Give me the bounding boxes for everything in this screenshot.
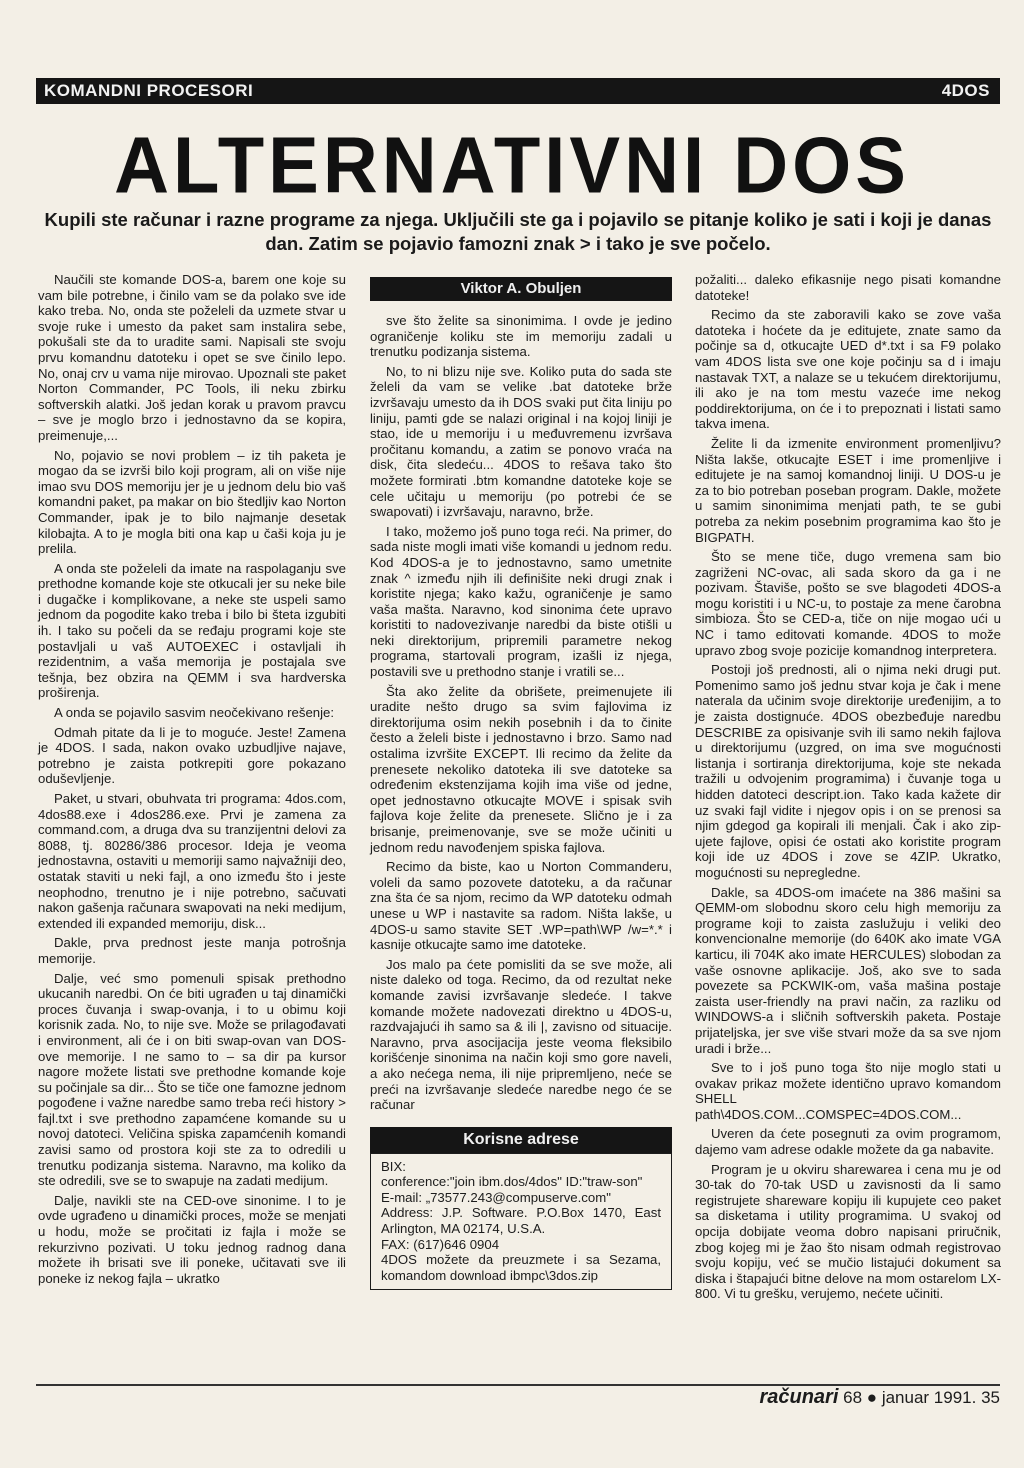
- addresses-box-title: Korisne adrese: [370, 1127, 672, 1153]
- addresses-box: [370, 1153, 672, 1291]
- paragraph: Odmah pitate da li je to moguće. Jeste! Zamena je 4DOS. I sada, nakon ovako uzbudljive najave, potrebno je zaista potkrepiti gore pokazano oduševljenje.: [38, 724, 346, 787]
- paragraph: Recimo da ste zaboravili kako se zove vaša datoteka i hoćete da je editujete, znate samo da počinje sa d, otkucajte UED d*.txt i sa F9 polako vam 4DOS lista sve one koje počinju sa d i imaju nastavak TXT, a nalaze se u tekućem direktorijumu, ili ako je na tom mestu vazeće ime nekog poddirektorijuma, on će i to prepoznati i listati samo takva imena.: [695, 307, 1001, 432]
- address-line: conference:"join ibm.dos/4dos" ID:"traw-son": [381, 1174, 643, 1190]
- paragraph: A onda se pojavilo sasvim neočekivano rešenje:: [54, 705, 335, 721]
- paragraph: Postoji još prednosti, ali o njima neki drugi put. Pomenimo samo još jednu stvar koja je čak i mene naterala da učinim svoje direktorije uređenijim, a to je zaista dostignuće. 4DOS obezbeđuje naredbu DESCRIBE za opisivanje svih ili samo nekih fajlova u direktorijumu (uzgred, on ima sve mogućnosti listanja i sortiranja direktorijuma, koje ste nekada tražili u odvojenim programima) i čuvanje toga u hidden datoteci descript.ion. Tako kada kažete dir uz svaki fajl vidite i njegov opis i on se prenosi sa njim gdegod ga kopirali ili menjali. Čak i ako zip-ujete fajlove, opisi će ostati ako koristite program koji ide uz 4DOS i zove se 4ZIP. Ukratko, mogućnosti su nepregledne.: [695, 662, 1001, 880]
- page-footer: [759, 1386, 1000, 1409]
- address-line: Address: J.P. Software. P.O.Box 1470, East Arlington, MA 02174, U.S.A.: [381, 1205, 661, 1237]
- paragraph: No, pojavio se novi problem – iz tih paketa je mogao da se izvrši bilo koji program, ali on više nije imao svu DOS memoriju jer je u jednom delu bio vaš komandni paket, pa makar on bio štedljiv kao Norton Commander, ipak je to bilo najmanje desetak kilobajta. A to je mogla biti ona kap u čaši koja ju je prelila.: [38, 447, 346, 557]
- paragraph: Šta ako želite da obrišete, preimenujete ili uradite nešto drugo sa svim fajlovima iz direktorijuma osim nekih posebnih i da to činite često a želeli biste i jednostavno i brzo. Samo nad ostalima izvršite EXCEPT. Ili recimo da želite da prenesete nekoliko datoteka ili sve datoteke sa određenim ekstenzijama kojih ima više od jedne, opet jednostavno otkucajte MOVE i spisak svih fajlova koje želite da prenesete. Slično je i za brisanje, preimenovanje, sve se može učiniti u jednom redu navođenjem spiska fajlova.: [370, 683, 672, 855]
- address-line: BIX:: [381, 1158, 406, 1174]
- paragraph: No, to ni blizu nije sve. Koliko puta do sada ste želeli da vam se velike .bat datoteke brže izvršavaju umesto da ih DOS svaki put čita liniju po liniju, pamti gde se nalazi original i na kojoj liniji je stao, ide u memoriju i u međuvremenu izvršava pročitanu komandu, a zatim se ponovo vraća na disk, čita sledeću... 4DOS to rešava tako što možete formirati .btm komandne datoteke koje se cele učitaju u memoriju (po potrebi će se swapovati) i izvršavaju, naravno, brže.: [370, 363, 672, 520]
- paragraph: požaliti... daleko efikasnije nego pisati komandne datoteke!: [695, 272, 1001, 303]
- section-label: KOMANDNI PROCESORI: [44, 81, 254, 100]
- address-line: FAX: (617)646 0904: [381, 1236, 500, 1252]
- topic-label: 4DOS: [941, 81, 990, 100]
- paragraph: sve što želite sa sinonimima. I ovde je jedino ograničenje koliku ste im memoriju zadali u trenutku podizanja sistema.: [370, 313, 672, 360]
- article-title: ALTERNATIVNI DOS: [114, 120, 910, 211]
- paragraph: Recimo da biste, kao u Norton Commanderu, voleli da samo pozovete datoteku, a da računar zna šta će sa njom, recimo da WP datoteku odmah unese u WP i nastavite sa radom. Ništa lakše, u 4DOS-u samo stavite SET .WP=path\WP /w=*.* i kasnije otkucajte samo ime datoteke.: [370, 859, 672, 953]
- paragraph: Uveren da ćete posegnuti za ovim programom, dajemo vam adrese odakle možete da ga nabavite.: [695, 1126, 1001, 1158]
- paragraph: Sve to i još puno toga što nije moglo stati u ovakav prikaz možete identično upravo komandom SHELL path\4DOS.COM...COMSPEC=4DOS.COM...: [695, 1060, 1001, 1122]
- paragraph: Jos malo pa ćete pomisliti da se sve može, ali niste daleko od toga. Recimo, da od rezultat neke komande zavisi izvršavanje sledeće. I takve komande možete nadovezati direktno u 4DOS-u, razdvajajući ih samo sa & ili |, zavisno od situacije. Naravno, prva asocijacija jeste veoma fleksibilo korišćenje sinonima na način koji smo gore naveli, a ako nećega nema, ili nije pripremljeno, neće se preći na izvršavanje sledeće naredbe nego će se računar: [370, 956, 672, 1113]
- paragraph: I tako, možemo još puno toga reći. Na primer, do sada niste mogli imati više komandi u jednom redu. Kod 4DOS-a je to jednostavno, samo umetnite znak ^ između njih ili definišite neki drugi znak i koristite njega; kako kažu, ograničenje je samo vaša mašta. Naravno, kod sinonima ćete upravo koristiti to nadovezivanje naredbi da biste otišli u neki direktorijum, pripremili parametre nekog programa, startovali program, izašli iz njega, postavili sve u prethodno stanje i vratili se...: [370, 523, 672, 680]
- author-byline: Viktor A. Obuljen: [370, 277, 672, 301]
- paragraph: Dalje, već smo pomenuli spisak prethodno ukucanih naredbi. On će biti ugrađen u taj dinamički proces čuvanja i swap-ovanja, i to u obimu koji korisnik zada. No, to nije sve. Može se prilagođavati i environment, ali će i on biti swap-ovan van DOS-ove memorije. I ne samo to – sa dir pa kursor nagore možete listati sve prethodne komande koje su počinjale sa dir... Što se tiče one famozne jednom pogođene i važne naredbe samo treba reći history > fajl.txt i sve prethodno zapamćene komande su u novoj datoteci. Veličina spiska zapamćenih komandi zavisi samo od prostora koji ste za to odredili u trenutku podizanja sistema. Naravno, ma koliko da ste odredili, sve se to swapuje na zadati medijum.: [38, 970, 346, 1189]
- address-line: 4DOS možete da preuzmete i sa Sezama, komandom download ibmpc\3dos.zip: [381, 1252, 661, 1283]
- issue-date: januar 1991.: [881, 1388, 977, 1407]
- paragraph: Program je u okviru sharewarea i cena mu je od 30-tak do 70-tak USD u zavisnosti da li samo registrujete shareware kopiju ili kupujete ceo paket sa disketama i utility programima. U svakoj od opcija dobijate veoma dobro napisani priručnik, zbog kojeg mi je žao što nisam odmah registrovao svoju kopiju, već se mučio listajući dokument sa diska i štapajući bitne delove na mom ostarelom LX-800. Vi tu grešku, verujemo, nećete učiniti.: [695, 1161, 1001, 1302]
- address-line: E-mail: „73577.243@compuserve.com": [381, 1189, 611, 1205]
- paragraph: Dakle, sa 4DOS-om imaćete na 386 mašini sa QEMM-om slobodnu skoro celu high memoriju za programe koji to zaista zaslužuju i veliki deo konvencionalne memorije (do 640K ako imate VGA karticu, ili 704K ako imate HERCULES) slobodan za vaše osnovne aplikacije. Još, ako sve to sada povezete sa PCKWIK-om, vaša mašina postaje zaista user-friendly na pravi način, za razliku od WINDOWS-a i sličnih softverskih paketa. Postaje prijateljska, jer sve više stvari može da sa sve njom uradi i brže...: [695, 884, 1001, 1056]
- paragraph: Dalje, navikli ste na CED-ove sinonime. I to je ovde ugrađeno u dinamički proces, može se menjati u hodu, može se pročitati iz fajla i može se rekurzivno pozivati. U toku jednog radnog dana možete ih brisati sve ili poneke, učitavati sve ili poneke iz nekog fajla – ukratko: [38, 1192, 346, 1286]
- paragraph: Želite li da izmenite environment promenljivu? Ništa lakše, otkucajte ESET i ime promenljive i editujete je na samoj komandnoj liniji. U DOS-u je za to bio potreban poseban program. Dakle, možete u samim sinonimima menjati path, te se gubi potreba za nekim posebnim programima kao što je BIGPATH.: [695, 435, 1001, 545]
- paragraph: Paket, u stvari, obuhvata tri programa: 4dos.com, 4dos88.exe i 4dos286.exe. Prvi je zamena za command.com, a druga dva su tranzijentni delovi za 8088, tj. 80286/386 procesor. Ideja je veoma jednostavna, ostaviti u memoriji samo najvažniji deo, ostatak staviti u neki fajl, a ono između što i jeste neophodno, trenutno je i nije potrebno, sačuvati nakon gašenja računara swapovati na neki medijum, extended ili expanded memoriju, disk...: [38, 791, 346, 931]
- page-number: 35: [981, 1388, 1000, 1407]
- issue-number: 68: [843, 1388, 863, 1407]
- magazine-name: računari: [759, 1386, 839, 1408]
- column-2: [370, 277, 672, 1290]
- paragraph: Dakle, prva prednost jeste manja potrošnja memorije.: [38, 935, 346, 966]
- article-subtitle: Kupili ste računar i razne programe za njega. Uključili ste ga i pojavilo se pitanje koliko je sati i koji je danas dan. Zatim se pojavio famozni znak > i tako je sve počelo.: [44, 209, 992, 254]
- column-3: [695, 272, 1001, 1306]
- section-header-bar: [36, 78, 1000, 104]
- paragraph: Što se mene tiče, dugo vremena sam bio zagriženi NC-ovac, ali sada skoro da ga i ne pozivam. Štaviše, pošto se sve blagodeti 4DOS-a mogu koristiti i u NC-u, to postaje za mene čarobna simbioza. Što se CED-a, tiče on nije mogao ući u NC i tamo editovati komande. 4DOS to može upravo zbog svoje pozicije komandnog interpretera.: [695, 549, 1001, 658]
- paragraph: Naučili ste komande DOS-a, barem one koje su vam bile potrebne, i činilo vam se da polako sve ide kako treba. No, onda ste poželeli da uzmete stvar u svoje ruke i umesto da paket sam instalira sebe, pokušali ste da to uradite sami. Napisali ste svoju prvu komandnu datoteku i opet se sve činilo lepo. No, onaj crv u vama nije mirovao. Upoznali ste paket Norton Commander, PC Tools, ili neku zbirku softverskih alatki. Još jedan korak u pravom pravcu – sve je moglo brzo i jednostavno da se kopira, preimenuje,...: [38, 272, 346, 443]
- column-1: [38, 272, 346, 1290]
- bullet-icon: ●: [866, 1388, 878, 1407]
- paragraph: A onda ste poželeli da imate na raspolaganju sve prethodne komande koje ste otkucali jer su neke bile i dugačke i komplikovane, a neke ste uspeli samo jednom da pogodite kako treba i bilo bi šteta izgubiti ih. I tako su počeli da se ređaju programi koje ste postavljali u vaš AUTOEXEC i ostavljali ih rezidentnim, a vaša memorija je postajala sve tešnja, bez obzira na QEMM i sva hardverska proširenja.: [38, 560, 346, 701]
